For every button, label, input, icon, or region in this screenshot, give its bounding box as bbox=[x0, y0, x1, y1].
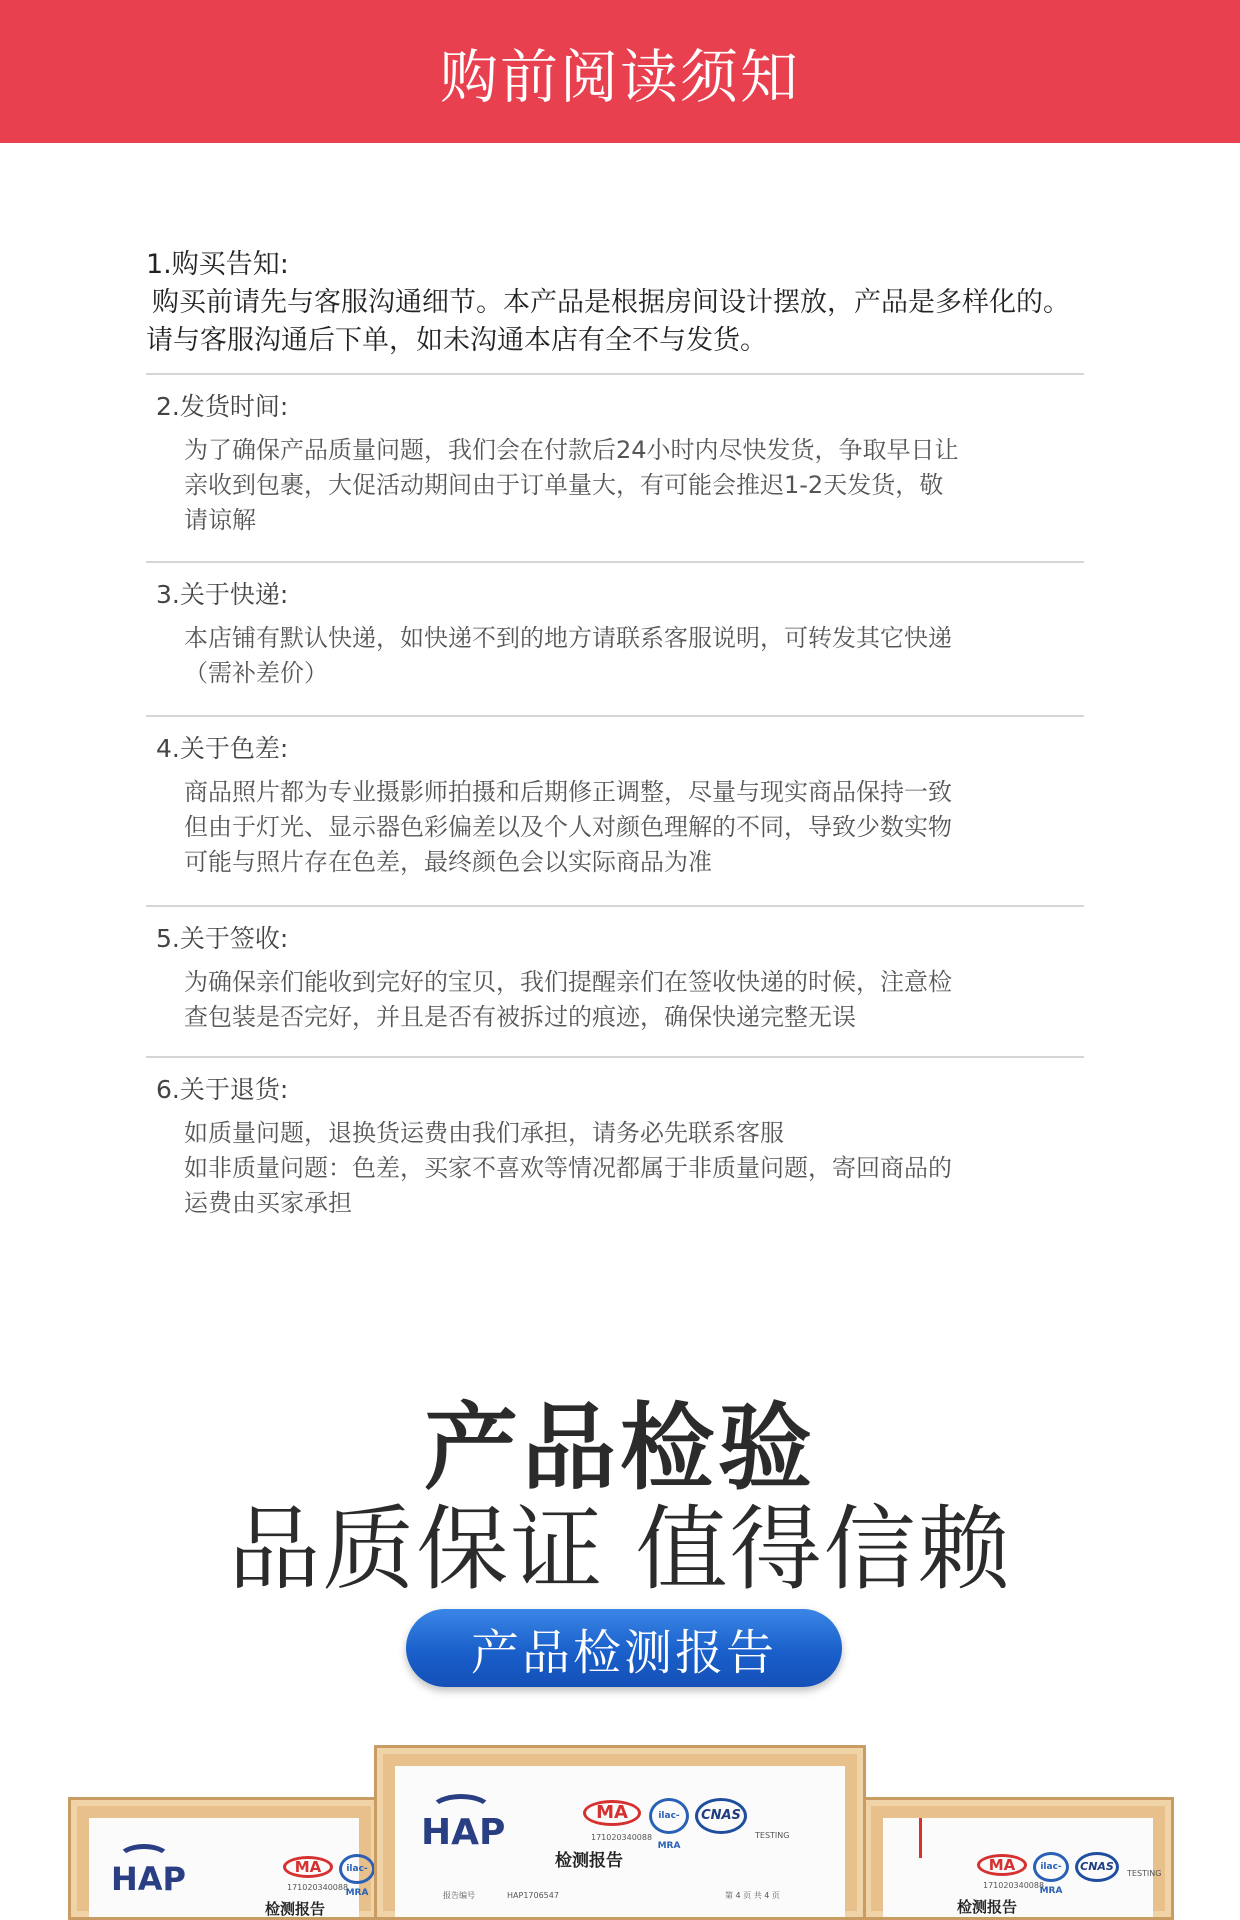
section-line: 请谅解 bbox=[184, 506, 256, 534]
section-line: 亲收到包裹，大促活动期间由于订单量大，有可能会推迟1-2天发货，敬 bbox=[184, 471, 944, 499]
paper-edge-line bbox=[919, 1818, 922, 1858]
report-no-label: 报告编号 bbox=[443, 1891, 475, 1900]
cnas-seal: CNAS bbox=[695, 1798, 747, 1834]
report-no: HAP1706547 bbox=[507, 1891, 559, 1900]
section-line: 为确保亲们能收到完好的宝贝，我们提醒亲们在签收快递的时候，注意检 bbox=[184, 968, 952, 996]
inspection-subtitle: 品质保证 值得信赖 bbox=[228, 1496, 1012, 1603]
ilac-seal: ilac-MRA bbox=[339, 1854, 375, 1884]
report-code: 171020340088 bbox=[983, 1881, 1045, 1890]
report-button[interactable] bbox=[406, 1609, 842, 1687]
notice-section-courier bbox=[146, 561, 1084, 691]
section-title: 2.发货时间: bbox=[156, 392, 289, 421]
section-line: 如非质量问题：色差，买家不喜欢等情况都属于非质量问题，寄回商品的 bbox=[184, 1154, 952, 1182]
cnas-seal: CNAS bbox=[1075, 1852, 1119, 1882]
notice-first bbox=[146, 246, 1086, 360]
report-title: 检测报告 bbox=[957, 1898, 1018, 1916]
section-line: 查包装是否完好，并且是否有被拆过的痕迹，确保快递完整无误 bbox=[184, 1003, 856, 1031]
section-line: 但由于灯光、显示器色彩偏差以及个人对颜色理解的不同，导致少数实物 bbox=[184, 813, 952, 841]
notice-text-1b: 请与客服沟通后下单，如未沟通本店有全不与发货。 bbox=[146, 325, 767, 356]
ma-seal: MA bbox=[977, 1854, 1027, 1876]
hap-logo: HAP bbox=[111, 1860, 186, 1898]
header-banner bbox=[0, 0, 1240, 143]
report-page: 第 4 页 共 4 页 bbox=[725, 1891, 780, 1900]
certificate-right bbox=[862, 1797, 1174, 1920]
certificate-paper bbox=[89, 1818, 369, 1918]
inspection-title: 产品检验 bbox=[423, 1394, 816, 1503]
section-title: 4.关于色差: bbox=[156, 734, 289, 763]
certificate-paper bbox=[395, 1766, 845, 1917]
report-title: 检测报告 bbox=[555, 1851, 623, 1871]
ilac-seal: ilac-MRA bbox=[649, 1798, 689, 1834]
testing-label: TESTING bbox=[755, 1831, 790, 1840]
section-line: 本店铺有默认快递，如快递不到的地方请联系客服说明，可转发其它快递 bbox=[184, 624, 952, 652]
section-title: 3.关于快递: bbox=[156, 580, 289, 609]
section-line: 商品照片都为专业摄影师拍摄和后期修正调整，尽量与现实商品保持一致 bbox=[184, 778, 952, 806]
section-title: 5.关于签收: bbox=[156, 924, 289, 953]
report-button-label: 产品检测报告 bbox=[470, 1624, 777, 1681]
certificate-left bbox=[68, 1797, 380, 1920]
notice-section-color bbox=[146, 715, 1084, 880]
section-title: 6.关于退货: bbox=[156, 1075, 289, 1104]
report-title: 检测报告 bbox=[265, 1900, 326, 1918]
certificate-paper bbox=[883, 1818, 1162, 1917]
hap-logo: HAP bbox=[421, 1812, 506, 1853]
report-code: 171020340088 bbox=[591, 1833, 653, 1842]
ma-seal: MA bbox=[583, 1800, 641, 1826]
page-title: 购前阅读须知 bbox=[439, 42, 800, 111]
notice-section-shipping bbox=[146, 373, 1084, 538]
certificate-center bbox=[374, 1745, 866, 1920]
notice-title-1: 1.购买告知: bbox=[146, 249, 289, 280]
ilac-seal: ilac-MRA bbox=[1033, 1852, 1069, 1882]
section-line: （需补差价） bbox=[184, 659, 328, 687]
notice-section-returns bbox=[146, 1056, 1084, 1221]
ma-seal: MA bbox=[283, 1856, 333, 1878]
section-line: 如质量问题，退换货运费由我们承担，请务必先联系客服 bbox=[184, 1119, 784, 1147]
testing-label: TESTING bbox=[1127, 1869, 1162, 1878]
notice-section-signing bbox=[146, 905, 1084, 1035]
section-line: 运费由买家承担 bbox=[184, 1189, 352, 1217]
section-line: 可能与照片存在色差，最终颜色会以实际商品为准 bbox=[184, 848, 712, 876]
section-line: 为了确保产品质量问题，我们会在付款后24小时内尽快发货，争取早日让 bbox=[184, 436, 959, 464]
notice-text-1a: 购买前请先与客服沟通细节。本产品是根据房间设计摆放，产品是多样化的。 bbox=[152, 287, 1070, 318]
report-code: 171020340088 bbox=[287, 1883, 349, 1892]
